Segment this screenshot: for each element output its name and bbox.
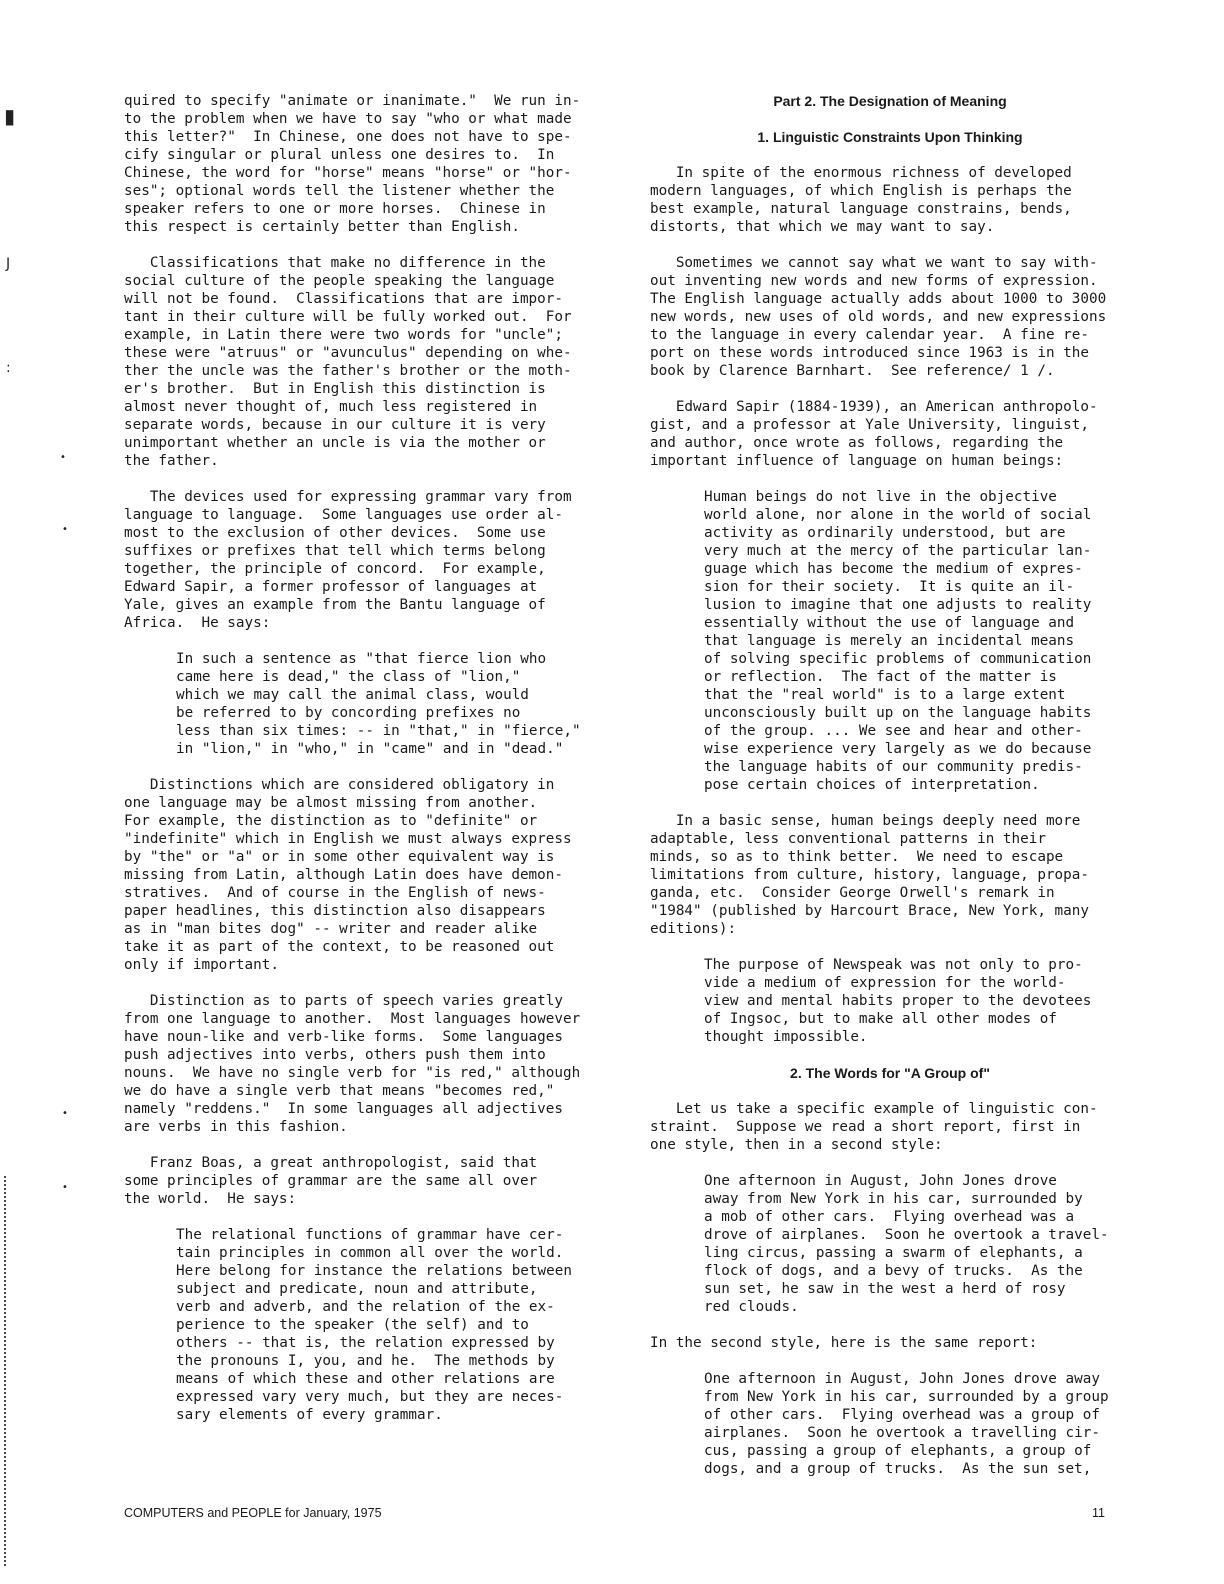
body-paragraph: Sometimes we cannot say what we want to say with- out inventing new words and new forms of expression. The English language actually adds about 1000 to 3000 new words, new uses of old words, and new expressions to the language in every calendar year. A fine re- port on these words introduced since 1963 is in the book by Clarence Barnhart. See reference/ 1 /. xyxy=(650,255,1107,379)
margin-mark: J xyxy=(6,256,11,272)
block-quote: Human beings do not live in the objective world alone, nor alone in the world of social activity as ordinarily understood, but are very much at the mercy of the particular lan- guage which has become the medium of expres- sion for their society. It is quite an il- lusion to imagine that one adjusts to reality essentially without the use of language and that language is merely an incidental means of solving specific problems of communication or reflection. The fact of the matter is that the "real world" is to a large extent unconsciously built up on the language habits of the group. ... We see and hear and other- wise experience very largely as we do because the language habits of our community predis- pose certain choices of interpretation. xyxy=(704,489,1092,793)
left-column xyxy=(124,92,604,1442)
body-paragraph: The devices used for expressing grammar vary from language to language. Some languages use order al- most to the exclusion of other devices. Some use suffixes or prefixes that tell which terms belong together, the principle of concord. For example, Edward Sapir, a former professor of languages at Yale, gives an example from the Bantu language of Africa. He says: xyxy=(124,489,572,631)
body-paragraph: In the second style, here is the same report: xyxy=(650,1335,1038,1351)
block-quote: In such a sentence as "that fierce lion who came here is dead," the class of "lion," which we may call the animal class, would be referred to by concording prefixes no less than six times: -- in "that," in "fierce," in "lion," in "who," in "came" and in "dead." xyxy=(176,651,581,757)
block-quote: One afternoon in August, John Jones drove away from New York in his car, surrounded by a group of other cars. Flying overhead was a group of airplanes. Soon he overtook a travelling cir- cus, passing a group of elephants, a group of dogs, and a group of trucks. As the sun set, xyxy=(704,1371,1109,1477)
margin-mark: • xyxy=(60,452,66,463)
section-heading: 1. Linguistic Constraints Upon Thinking xyxy=(757,129,1023,145)
section-heading: 2. The Words for "A Group of" xyxy=(790,1065,990,1081)
publication-footer: COMPUTERS and PEOPLE for January, 1975 xyxy=(124,1506,382,1520)
right-column xyxy=(650,92,1130,1496)
margin-mark: : xyxy=(6,360,11,376)
margin-mark: • xyxy=(62,1108,68,1119)
margin-mark: • xyxy=(62,1182,68,1193)
part-heading: Part 2. The Designation of Meaning xyxy=(773,93,1007,109)
body-paragraph: In spite of the enormous richness of developed modern languages, of which English is perhaps the best example, natural language constrains, bends, distorts, that which we may want to say. xyxy=(650,165,1072,235)
body-paragraph: quired to specify "animate or inanimate." We run in- to the problem when we have to say "who or what made this letter?" In Chinese, one does not have to spe- cify singular or plural unless one desires to. In Chinese, the word for "horse" means "horse" or "hor- ses"; optional words tell the listener whether the speaker refers to one or more horses. Chinese in this respect is certainly better than English. xyxy=(124,93,581,235)
margin-mark: ▮ xyxy=(4,104,16,128)
margin-mark: • xyxy=(62,524,68,535)
body-paragraph: Distinction as to parts of speech varies greatly from one language to another. Most languages however have noun-like and verb-like forms. Some languages push adjectives into verbs, others push them into nouns. We have no single verb for "is red," although we do have a single verb that means "becomes red," namely "reddens." In some languages all adjectives are verbs in this fashion. xyxy=(124,993,581,1135)
page-number: 11 xyxy=(1092,1506,1105,1520)
block-quote: The relational functions of grammar have cer- tain principles in common all over the world. Here belong for instance the relations between subject and predicate, noun and attribute, verb and adverb, and the relation of the ex- perience to the speaker (the self) and to others -- that is, the relation expressed by the pronouns I, you, and he. The methods by means of which these and other relations are expressed vary very much, but they are neces- sary elements of every grammar. xyxy=(176,1227,572,1423)
body-paragraph: In a basic sense, human beings deeply need more adaptable, less conventional patterns in their minds, so as to think better. We need to escape limitations from culture, history, language, propa- ganda, etc. Consider George Orwell's remark in "1984" (published by Harcourt Brace, New York, many editions): xyxy=(650,813,1089,937)
body-paragraph: Classifications that make no difference in the social culture of the people speaking the language will not be found. Classifications that are impor- tant in their culture will be fully worked out. For example, in Latin there were two words for "uncle"; these were "atruus" or "avunculus" depending on whe- ther the uncle was the father's brother or the moth- er's brother. But in English this distinction is almost never thought of, much less registered in separate words, because in our culture it is very unimportant whether an uncle is via the mother or the father. xyxy=(124,255,572,469)
body-paragraph: Distinctions which are considered obligatory in one language may be almost missing from another. For example, the distinction as to "definite" or "indefinite" which in English we must always express by "the" or "a" or in some other equivalent way is missing from Latin, although Latin does have demon- stratives. And of course in the English of news- paper headlines, this distinction also disappears as in "man bites dog" -- writer and reader alike take it as part of the context, to be reasoned out only if important. xyxy=(124,777,572,973)
block-quote: The purpose of Newspeak was not only to pro- vide a medium of expression for the world- view and mental habits proper to the devotees of Ingsoc, but to make all other modes of thought impossible. xyxy=(704,957,1092,1045)
body-paragraph: Let us take a specific example of linguistic con- straint. Suppose we read a short report, first in one style, then in a second style: xyxy=(650,1101,1098,1153)
body-paragraph: Franz Boas, a great anthropologist, said that some principles of grammar are the same all over the world. He says: xyxy=(124,1155,538,1207)
body-paragraph: Edward Sapir (1884-1939), an American anthropolo- gist, and a professor at Yale University, linguist, and author, once wrote as follows, regarding the important influence of language on human beings: xyxy=(650,399,1098,469)
scan-edge-dots xyxy=(4,1176,8,1566)
block-quote: One afternoon in August, John Jones drove away from New York in his car, surrounded by a mob of other cars. Flying overhead was a drove of airplanes. Soon he overtook a travel- ling circus, passing a swarm of elephants, a flock of dogs, and a bevy of trucks. As the sun set, he saw in the west a herd of rosy red clouds. xyxy=(704,1173,1109,1315)
